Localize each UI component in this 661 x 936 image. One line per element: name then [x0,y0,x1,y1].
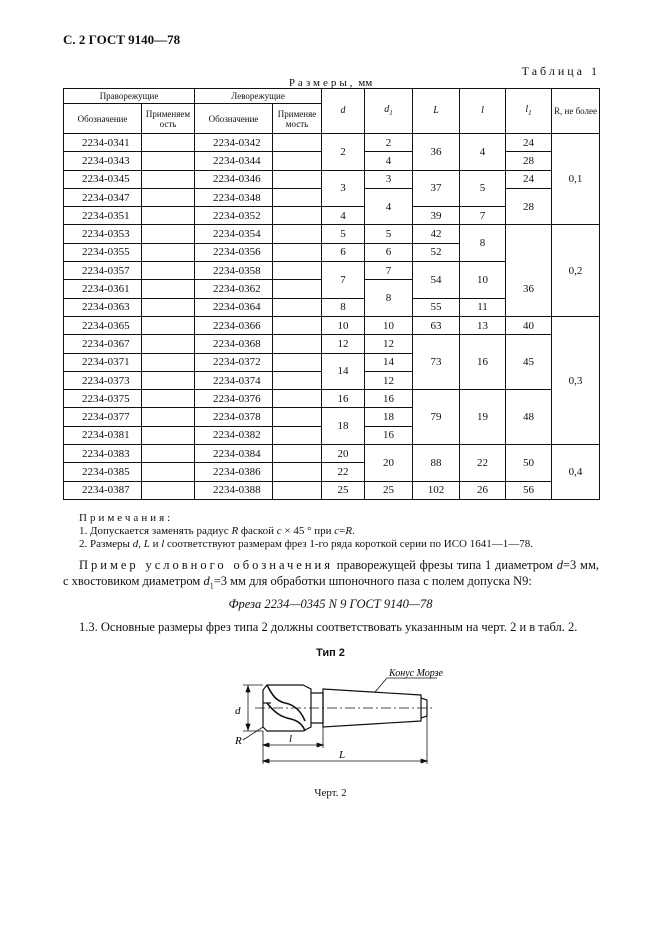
cell-d: 16 [322,390,365,408]
cell-d1: 16 [365,426,413,444]
label-l: l [289,733,293,745]
cell-L: 36 [413,134,460,171]
header-R: R, не более [552,89,600,134]
table-row: 2234-0367 2234-0368 12 12 73 16 45 [64,335,600,353]
designation-right: 2234-0341 [64,134,142,152]
example-title: Пример условного обозначения [79,558,333,572]
cell-d1: 8 [365,280,413,317]
paragraph-1-3: 1.3. Основные размеры фрез типа 2 должны соответствовать указанным на черт. 2 и в табл. 2. [79,620,578,634]
table-label: Таблица 1 [521,64,600,78]
cell-l: 8 [460,225,506,262]
table-row: 2234-0347 2234-0348 4 28 [64,188,600,206]
label-L: L [339,749,346,761]
cell-L: 52 [413,243,460,261]
cell-l1: 24 [506,134,552,152]
cell-d: 6 [322,243,365,261]
cell-d: 12 [322,335,365,353]
cell-L: 42 [413,225,460,243]
notes-title: Примечания: [79,512,174,524]
cell-d1: 14 [365,353,413,371]
cell-d1: 2 [365,134,413,152]
cell-L: 73 [413,335,460,390]
cell-R: 0,3 [552,316,600,444]
table-row: 2234-0385 2234-0386 22 [64,463,600,481]
cell-d: 18 [322,408,365,445]
header-L: L [413,89,460,134]
page-header: С. 2 ГОСТ 9140—78 [63,32,181,47]
cutter-drawing [215,665,445,765]
cell-d: 14 [322,353,365,390]
cell-l1: 45 [506,335,552,390]
cell-L: 102 [413,481,460,499]
cell-d: 25 [322,481,365,499]
drawing-caption: Черт. 2 [314,787,347,799]
cell-l1: 28 [506,188,552,225]
cell-d1: 7 [365,262,413,280]
cell-d1: 6 [365,243,413,261]
cell-l1: 56 [506,481,552,499]
header-d: d [322,89,365,134]
header-right-hand: Праворежущие [64,89,195,104]
header-designation-right: Обозначение [64,104,142,134]
table-row: 2234-0377 2234-0378 18 18 [64,408,600,426]
designation-formula: Фреза 2234—0345 N 9 ГОСТ 9140—78 [228,597,433,611]
table-row: 2234-0383 2234-0384 20 20 88 22 50 0,4 [64,445,600,463]
cell-d: 3 [322,170,365,207]
cell-d: 10 [322,316,365,334]
table-row: 2234-0345 2234-0346 3 3 37 5 24 [64,170,600,188]
cell-L: 54 [413,262,460,299]
cell-l1: 40 [506,316,552,334]
cell-d: 7 [322,262,365,299]
application-left [273,134,322,152]
cell-L: 55 [413,298,460,316]
header-l1: $l_1$ [506,89,552,134]
flute-2 [267,703,305,731]
table-row: 2234-0343 2234-0344 4 28 [64,152,600,170]
cell-l: 22 [460,445,506,482]
cell-d1: 3 [365,170,413,188]
table-row: 2234-0381 2234-0382 16 [64,426,600,444]
cell-l1: 24 [506,170,552,188]
table-row: 2234-0373 2234-0374 12 [64,371,600,389]
table-notes [79,512,533,551]
cell-L: 63 [413,316,460,334]
designation-example: Пример условного обозначения праворежущей фрезы типа 1 диаметром d=3 мм, с хвостовиком диаметром $d_1=3$ мм для обработки шпоночного паза с полем допуска N9: [63,558,599,591]
drawing-title: Тип 2 [316,647,345,659]
cell-d: 22 [322,463,365,481]
cell-L: 37 [413,170,460,207]
cell-d1: 12 [365,371,413,389]
cell-l1: 48 [506,390,552,445]
note-2: 2. Размеры d, L и l соответствуют размерам фрез 1-го ряда короткой серии по ИСО 1641—1—78. [79,538,533,550]
cell-d: 20 [322,445,365,463]
table-row: 2234-0353 2234-0354 5 5 42 8 0,2 [64,225,600,243]
cell-l1: 28 [506,152,552,170]
cell-l: 19 [460,390,506,445]
cell-d: 4 [322,207,365,225]
cell-d1: 20 [365,445,413,482]
cell-l: 11 [460,298,506,316]
cell-R: 0,2 [552,225,600,316]
cell-d1: 5 [365,225,413,243]
cell-l: 10 [460,262,506,299]
cell-l: 4 [460,134,506,171]
header-d1: $d_1$ [365,89,413,134]
table-row: 2234-0375 2234-0376 16 16 79 19 48 [64,390,600,408]
cell-L: 88 [413,445,460,482]
cell-l: 16 [460,335,506,390]
table-row: 2234-0371 2234-0372 14 14 [64,353,600,371]
cell-l: 5 [460,170,506,207]
cell-d1: 4 [365,152,413,170]
cell-R: 0,4 [552,445,600,500]
application-right [142,134,195,152]
cell-d: 2 [322,134,365,171]
dimensions-unit: мм [358,77,373,89]
table-row: 2234-0387 2234-0388 25 25 102 26 56 [64,481,600,499]
cell-d1: 4 [365,188,413,225]
cell-l: 7 [460,207,506,225]
cell-L: 39 [413,207,460,225]
cell-d1: 10 [365,316,413,334]
table-row: 2234-0351 2234-0352 4 39 7 [64,207,600,225]
header-application-right: Применяемость [142,104,195,134]
header-left-hand: Леворежущие [195,89,322,104]
table-row: 2234-0365 2234-0366 10 10 63 13 40 0,3 [64,316,600,334]
cell-d1: 16 [365,390,413,408]
label-morse-taper: Конус Морзе [389,668,443,679]
cell-l1: 50 [506,445,552,482]
cell-d: 5 [322,225,365,243]
table-row: 2234-0355 2234-0356 6 6 52 [64,243,600,261]
designation-left: 2234-0342 [195,134,273,152]
header-application-left: Применяемость [273,104,322,134]
table-row: 2234-0361 2234-0362 8 [64,280,600,298]
dimensions-word: Размеры, [288,77,356,89]
cell-L: 79 [413,390,460,445]
cell-d1: 25 [365,481,413,499]
cell-l1: 36 [506,262,552,317]
label-R: R [235,735,242,747]
label-d: d [235,705,241,717]
cell-l: 13 [460,316,506,334]
cell-R: 0,1 [552,134,600,225]
table-row: 2234-0363 2234-0364 8 55 11 [64,298,600,316]
cell-d: 8 [322,298,365,316]
cell-l: 26 [460,481,506,499]
dimensions-table [63,88,600,500]
table-row [64,134,600,152]
cell-d1: 12 [365,335,413,353]
flute-1 [267,685,305,721]
table-row: 2234-0357 2234-0358 7 7 54 10 36 [64,262,600,280]
cell-d1: 18 [365,408,413,426]
note-1: 1. Допускается заменять радиус R фаской c × 45 ° при c=R. [79,525,355,537]
header-designation-left: Обозначение [195,104,273,134]
header-l: l [460,89,506,134]
cell-l1 [506,225,552,262]
